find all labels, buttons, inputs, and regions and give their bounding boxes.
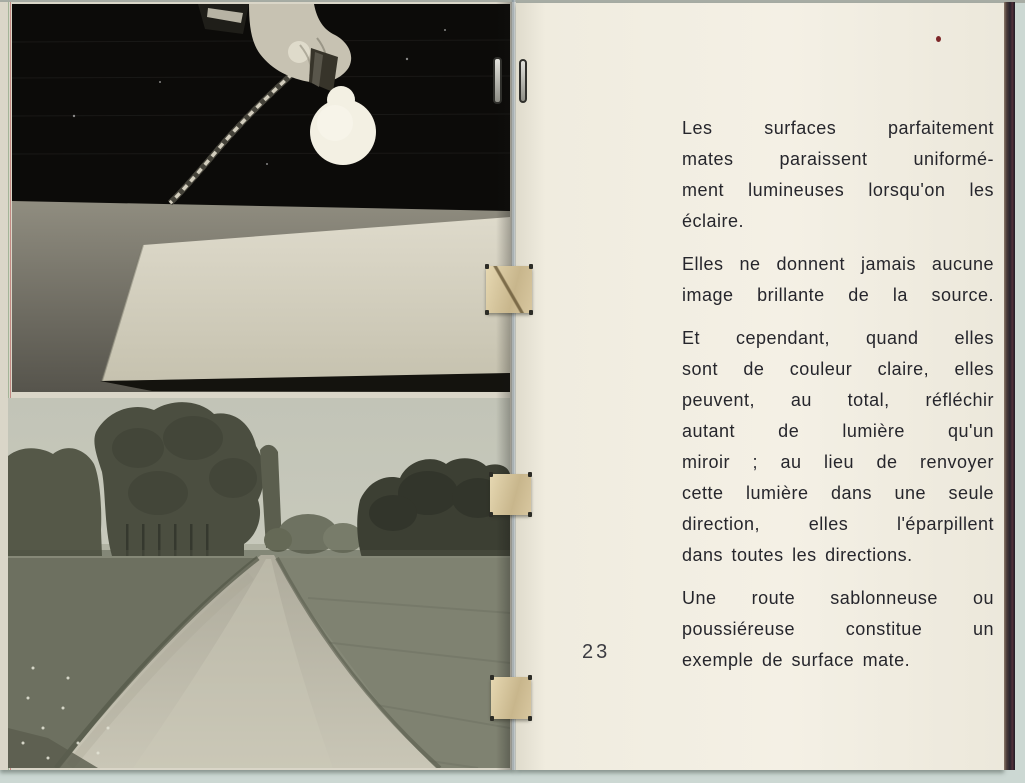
binding-tape-top [486,266,532,313]
staple-leg-right [519,59,527,103]
text-line: miroir ; au lieu de renvoyer [682,452,994,472]
binding-tape-middle [490,474,531,515]
page-number: 23 [582,641,611,663]
book-cover-edge [1004,2,1015,770]
left-trees [8,448,102,556]
text-line: direction, elles l'éparpillent [682,514,994,534]
text-line: peuvent, au total, réfléchir [682,390,994,410]
binding-tape-bottom [491,677,531,719]
text-paragraph [682,323,994,571]
text-line: autant de lumière qu'un [682,421,994,441]
left-page [0,2,516,770]
text-line: dans toutes les directions. [682,545,913,565]
photo-light-bulb-demo [12,4,510,392]
text-line: poussiéreuse constitue un [682,619,994,639]
text-line: cette lumière dans une seule [682,483,994,503]
text-line: ment lumineuses lorsqu'on les [682,180,994,200]
text-paragraph [682,113,994,237]
text-line: Elles ne donnent jamais aucune [682,254,994,274]
text-paragraph [682,249,994,311]
ink-spot [936,36,941,42]
staple-leg-left [493,57,502,104]
text-line: exemple de surface mate. [682,650,911,670]
photo-country-road [8,398,510,768]
gutter-shadow [496,2,512,770]
text-line: Les surfaces parfaitement [682,118,994,138]
text-line: mates paraissent uniformé- [682,149,994,169]
text-line: sont de couleur claire, elles [682,359,994,379]
text-line: Une route sablonneuse ou [682,588,994,608]
right-page [516,3,1004,770]
text-line: image brillante de la source. [682,285,994,305]
body-text [682,113,994,688]
text-paragraph [682,583,994,676]
text-line: éclaire. [682,211,745,231]
text-line: Et cependant, quand elles [682,328,994,348]
gutter-fold [511,0,516,770]
